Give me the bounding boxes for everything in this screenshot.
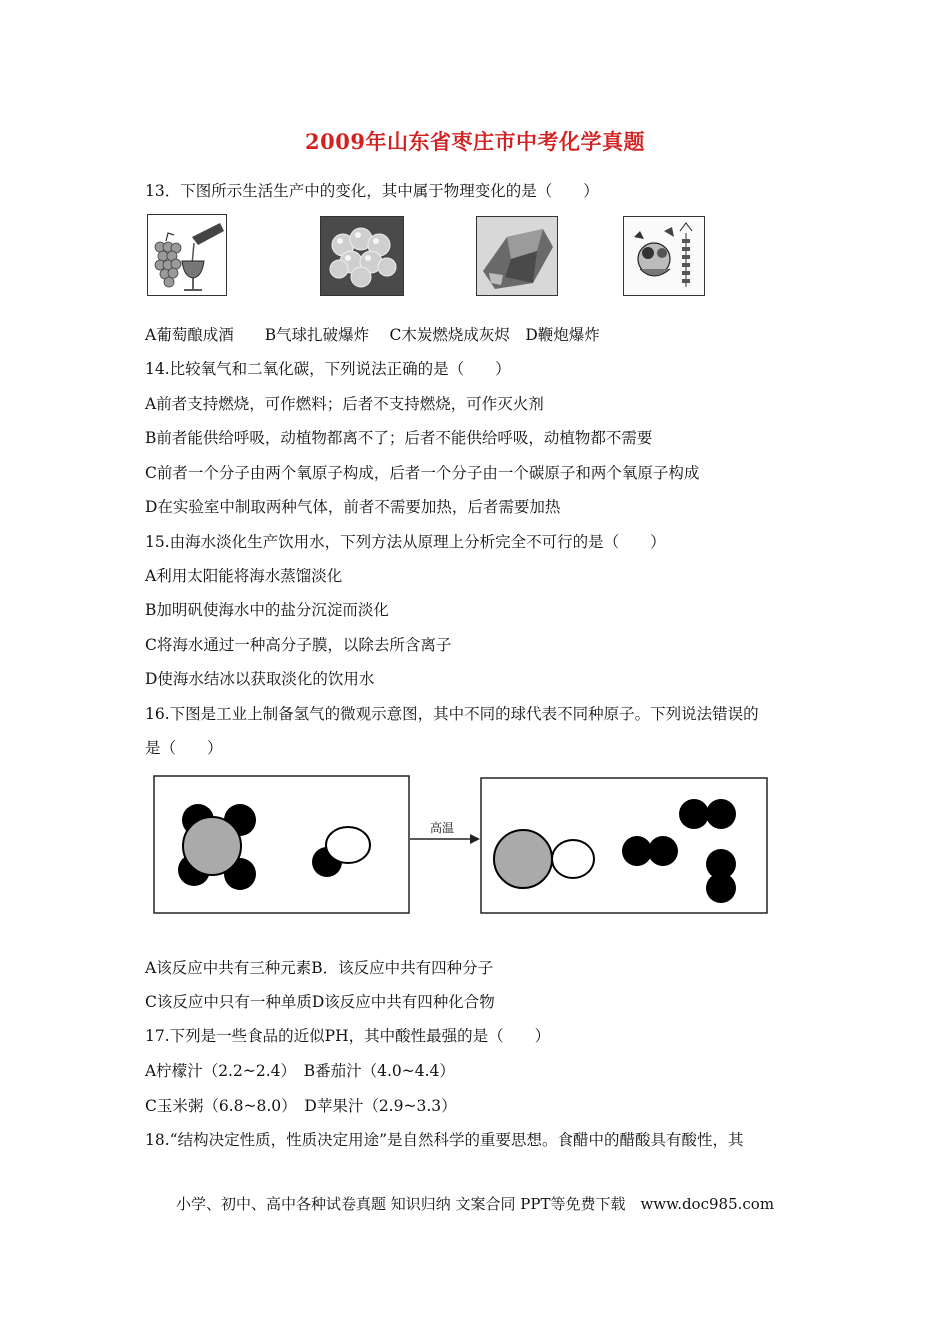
balloons-image (320, 216, 404, 296)
q15-option-b: B加明矾使海水中的盐分沉淀而淡化 (145, 601, 389, 619)
h-atom (706, 873, 736, 903)
h-atom (178, 854, 210, 886)
h-atom (622, 836, 652, 866)
q15-option-a: A利用太阳能将海水蒸馏淡化 (145, 567, 343, 585)
q14-option-a: A前者支持燃烧，可作燃料；后者不支持燃烧，可作灭火剂 (145, 395, 544, 413)
h-atom (182, 804, 214, 836)
arrow-label: 高温 (429, 821, 455, 835)
q15-option-c: C将海水通过一种高分子膜，以除去所含离子 (145, 636, 452, 654)
q16-options-cd: C该反应中只有一种单质D该反应中共有四种化合物 (145, 993, 495, 1011)
q18-stem: 18.“结构决定性质，性质决定用途”是自然科学的重要思想。食醋中的醋酸具有酸性，其 (145, 1131, 744, 1149)
product-box (481, 778, 767, 913)
c-atom (183, 817, 241, 875)
charcoal-image (476, 216, 558, 296)
q17-stem: 17.下列是一些食品的近似PH，其中酸性最强的是（ ） (145, 1027, 551, 1045)
q16-stem-line2: 是（ ） (145, 739, 223, 757)
h-atom (679, 799, 709, 829)
q13-stem: 13．下图所示生活生产中的变化，其中属于物理变化的是（ ） (145, 182, 599, 200)
wine-pouring-image (147, 214, 227, 296)
h-atom (648, 836, 678, 866)
q14-option-b: B前者能供给呼吸，动植物都离不了；后者不能供给呼吸，动植物都不需要 (145, 429, 653, 447)
page-title: 2009年山东省枣庄市中考化学真题 (305, 129, 645, 154)
footer-text: 小学、初中、高中各种试卷真题 知识归纳 文案合同 PPT等免费下载 www.doc985.com (175, 1195, 775, 1213)
o-atom (326, 827, 370, 863)
h-atom (224, 804, 256, 836)
h-atom (224, 858, 256, 890)
q17-options-cd: C玉米粥（6.8~8.0） D苹果汁（2.9~3.3） (145, 1097, 457, 1115)
h-atom (706, 799, 736, 829)
q16-stem-line1: 16.下图是工业上制备氢气的微观示意图，其中不同的球代表不同种原子。下列说法错误的 (145, 705, 759, 723)
q16-options-ab: A该反应中共有三种元素B．该反应中共有四种分子 (145, 959, 494, 977)
q15-option-d: D使海水结冰以获取淡化的饮用水 (145, 670, 375, 688)
c-atom (494, 830, 552, 888)
q14-option-c: C前者一个分子由两个氧原子构成，后者一个分子由一个碳原子和两个氧原子构成 (145, 464, 700, 482)
q14-stem: 14.比较氧气和二氧化碳，下列说法正确的是（ ） (145, 360, 511, 378)
q17-options-ab: A柠檬汁（2.2~2.4） B番茄汁（4.0~4.4） (145, 1062, 455, 1080)
o-atom (552, 840, 594, 878)
q14-option-d: D在实验室中制取两种气体，前者不需要加热，后者需要加热 (145, 498, 561, 516)
q15-stem: 15.由海水淡化生产饮用水，下列方法从原理上分析完全不可行的是（ ） (145, 533, 666, 551)
reactant-box (154, 776, 409, 913)
reaction-arrow (410, 834, 480, 844)
h-atom (312, 847, 342, 877)
firecracker-image (623, 216, 705, 296)
q13-options: A葡萄酿成酒 B气球扎破爆炸 C木炭燃烧成灰烬 D鞭炮爆炸 (145, 326, 600, 344)
h-atom (706, 849, 736, 879)
